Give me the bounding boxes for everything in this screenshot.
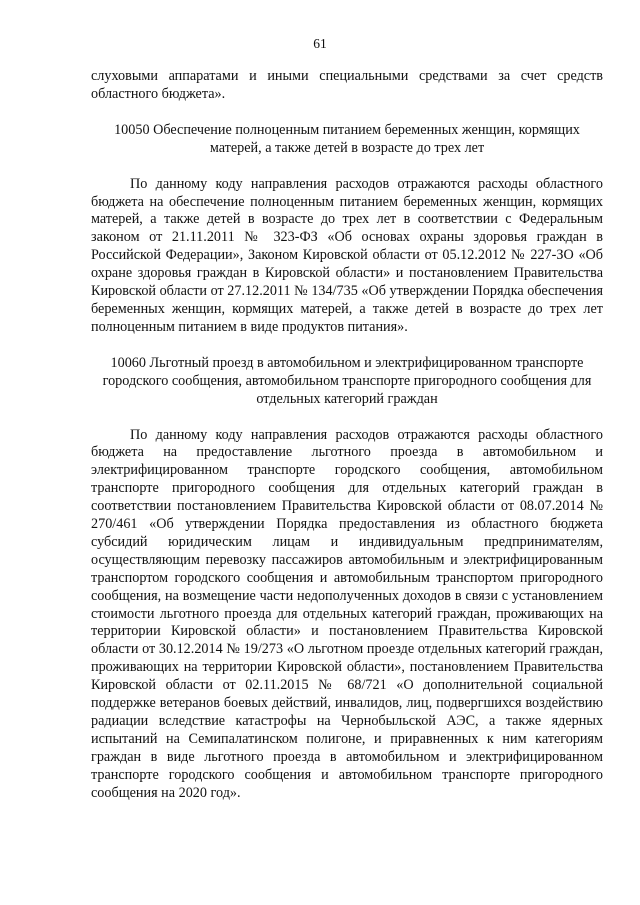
page-body [91, 68, 603, 803]
section-body-10050: По данному коду направления расходов отражаются расходы областного бюджета на обеспечение полноценным питанием беременных женщин, кормящих матерей, а также детей в возрасте до трех лет в соответствии с Федеральным законом от 21.11.2011 № 323-ФЗ «Об основах охраны здоровья граждан в Российской Федерации», Законом Кировской области от 05.12.2012 № 227-ЗО «Об охране здоровья граждан в Кировской области» и постановлением Правительства Кировской области от 27.12.2011 № 134/735 «Об утверждении Порядка обеспечения беременных женщин, кормящих матерей, а также детей в возрасте до трех лет полноценным питанием в виде продуктов питания». [91, 175, 603, 335]
page-number: 61 [313, 36, 327, 51]
section-heading-10050: 10050 Обеспечение полноценным питанием беременных женщин, кормящих матерей, а также детей в возрасте до трех лет [114, 121, 580, 156]
section-body-10060: По данному коду направления расходов отражаются расходы областного бюджета на предоставление льготного проезда в автомобильном и электрифицированном транспорте городского сообщения, автомобильном транспорте пригородного сообщения для отдельных категорий граждан в соответствии постановлением Правительства Кировской области от 08.07.2014 № 270/461 «Об утверждении Порядка предоставления из областного бюджета субсидий юридическим лицам и индивидуальным предпринимателям, осуществляющим перевозку пассажиров автомобильным и электрифицированным транспортом городского сообщения и автомобильным транспортом пригородного сообщения, на возмещение части недополученных доходов в связи с установлением стоимости льготного проезда для отдельных категорий граждан, проживающих на территории Кировской области» и постановлением Правительства Кировской области от 30.12.2014 № 19/273 «О льготном проезде отдельных категорий граждан, проживающих на территории Кировской области», постановлением Правительства Кировской области от 02.11.2015 № 68/721 «О дополнительной социальной поддержке ветеранов боевых действий, инвалидов, лиц, подвергшихся воздействию радиации вследствие катастрофы на Чернобыльской АЭС, а также ядерных испытаний на Семипалатинском полигоне, и приравненных к ним категориям граждан в виде льготного проезда в автомобильном и электрифицированном транспорте городского сообщения и автомобильном транспорте пригородного сообщения на 2020 год». [91, 426, 603, 801]
continuation-paragraph: слуховыми аппаратами и иными специальными средствами за счет средств областного бюджета». [91, 68, 603, 102]
section-heading-10060: 10060 Льготный проезд в автомобильном и электрифицированном транспорте городского сообщения, автомобильном транспорте пригородного сообщения для отдельных категорий граждан [102, 354, 592, 407]
